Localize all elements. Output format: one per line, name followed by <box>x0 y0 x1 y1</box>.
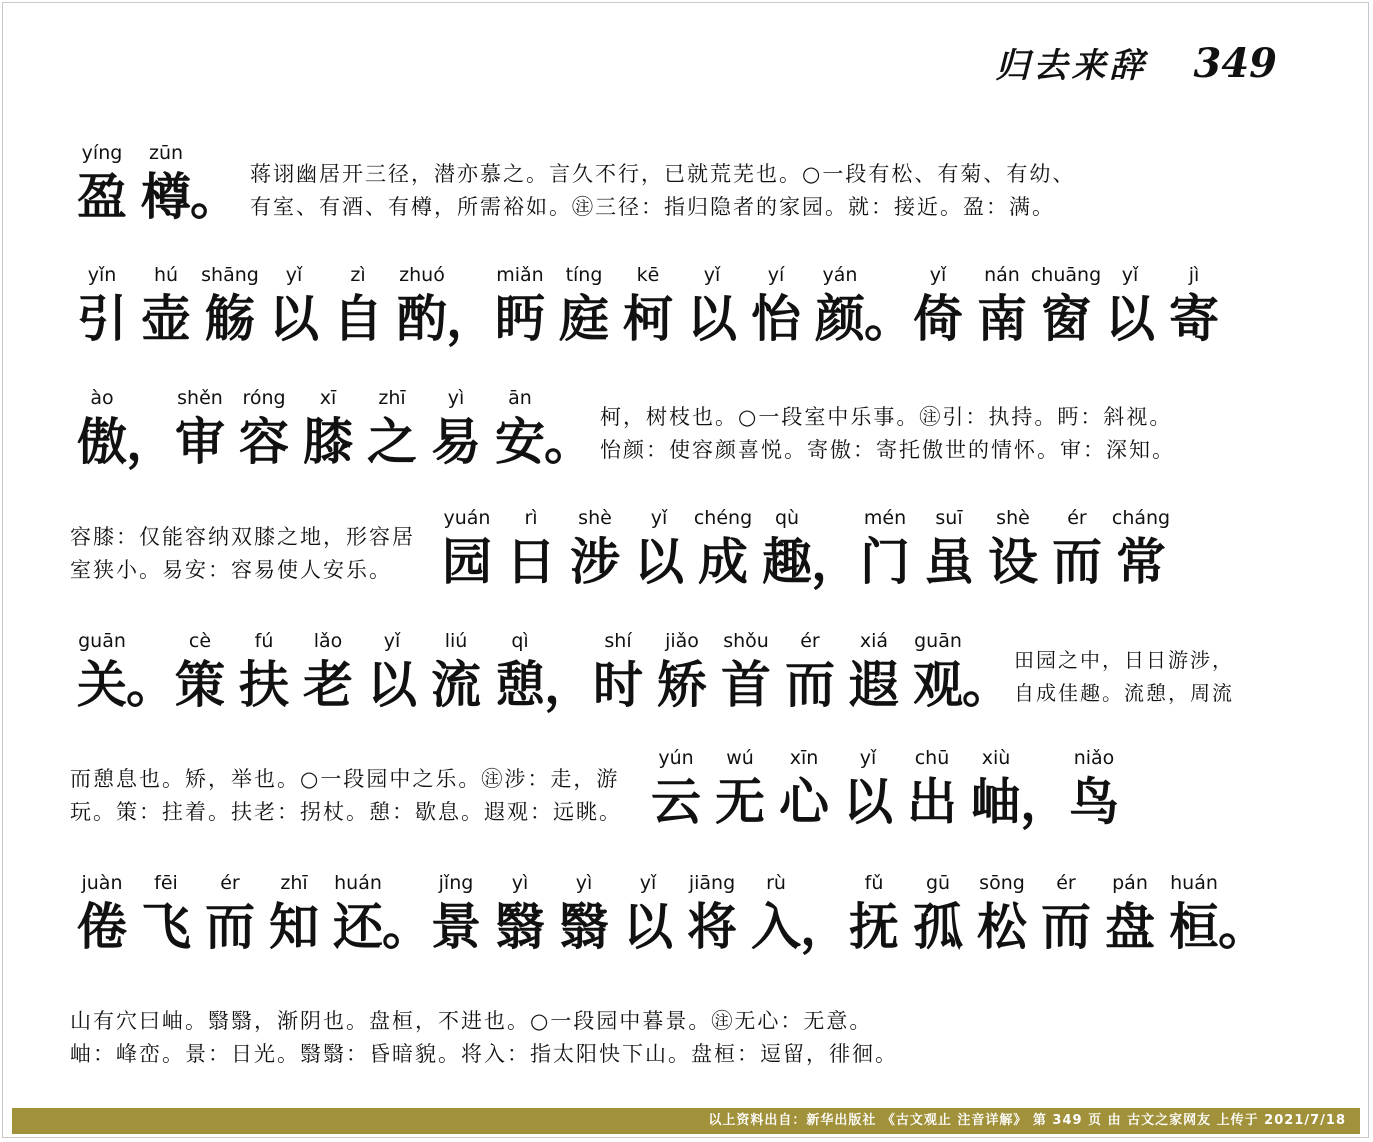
annotated-character <box>70 385 134 473</box>
annotated-character <box>262 262 326 350</box>
hanzi: 园 <box>442 532 492 591</box>
annotated-character <box>1045 505 1109 593</box>
hanzi: 将 <box>687 897 737 956</box>
hanzi: 常 <box>1116 532 1166 591</box>
hanzi: 而 <box>1041 897 1091 956</box>
pinyin: huán <box>334 872 382 894</box>
note-3 <box>600 401 1175 473</box>
punctuation <box>190 140 240 228</box>
pinyin: yǐ <box>383 630 401 652</box>
annotated-character <box>1030 262 1102 350</box>
hanzi: 觞 <box>205 289 255 348</box>
pinyin: xī <box>319 387 337 409</box>
annotated-character <box>168 385 232 473</box>
pinyin: ér <box>220 872 240 894</box>
hanzi: 首 <box>721 655 771 714</box>
annotated-character <box>360 385 424 473</box>
hanzi: 还 <box>333 897 383 956</box>
pinyin: rù <box>766 872 786 894</box>
ruby-line-1 <box>70 140 240 228</box>
note-line: 田园之中，日日游涉， <box>1014 648 1234 672</box>
hanzi: 以 <box>1105 289 1155 348</box>
annotated-character <box>488 870 552 958</box>
pinyin: jǐng <box>438 872 474 894</box>
annotated-character <box>842 870 906 958</box>
punctuation <box>864 262 914 350</box>
hanzi: 膝 <box>303 412 353 471</box>
hanzi: 以 <box>687 289 737 348</box>
hanzi: 以 <box>269 289 319 348</box>
annotated-character <box>488 628 552 716</box>
pinyin: suī <box>935 507 963 529</box>
hanzi: 桓 <box>1169 897 1219 956</box>
pinyin: chuāng <box>1030 264 1102 286</box>
pinyin: xiá <box>859 630 889 652</box>
pinyin: yǐ <box>285 264 303 286</box>
hanzi: 庭 <box>559 289 609 348</box>
pinyin: shè <box>996 507 1030 529</box>
pinyin: lǎo <box>313 630 343 652</box>
pinyin: rì <box>524 507 538 529</box>
pinyin: fú <box>254 630 274 652</box>
row-1 <box>70 140 1075 228</box>
annotated-character <box>424 628 488 716</box>
annotated-character <box>1162 870 1226 958</box>
pinyin: hú <box>153 264 179 286</box>
pinyin: yǐ <box>639 872 657 894</box>
punctuation <box>962 628 1012 716</box>
annotated-character <box>488 262 552 350</box>
annotated-character <box>906 628 970 716</box>
annotated-character <box>772 745 836 833</box>
hanzi: 寄 <box>1169 289 1219 348</box>
page-header <box>996 38 1278 87</box>
note-line: 蒋诩幽居开三径，潜亦慕之。言久不行，已就荒芜也。○一段有松、有菊、有幼、 <box>250 162 1076 186</box>
note-line: 玩。策：拄着。扶老：拐杖。憩：歇息。遐观：远眺。 <box>70 800 622 824</box>
annotated-character <box>691 505 755 593</box>
annotated-character <box>390 262 454 350</box>
pinyin: niǎo <box>1073 747 1115 769</box>
pinyin: yí <box>767 264 785 286</box>
pinyin: ér <box>1067 507 1087 529</box>
pinyin: fǔ <box>864 872 884 894</box>
annotated-character <box>1098 262 1162 350</box>
hanzi: 以 <box>634 532 684 591</box>
hanzi: 倦 <box>77 897 127 956</box>
pinyin: tíng <box>565 264 603 286</box>
hanzi: 入 <box>751 897 801 956</box>
annotated-character <box>326 870 390 958</box>
hanzi: 矫 <box>657 655 707 714</box>
pinyin: yǐ <box>1121 264 1139 286</box>
annotated-character <box>1062 745 1126 833</box>
row-2 <box>70 262 1226 350</box>
annotated-character <box>296 385 360 473</box>
pinyin: yún <box>658 747 694 769</box>
annotated-character <box>1034 870 1098 958</box>
pinyin: kē <box>636 264 660 286</box>
hanzi: 观 <box>913 655 963 714</box>
hanzi: 飞 <box>141 897 191 956</box>
pinyin: qì <box>511 630 529 652</box>
hanzi: 之 <box>367 412 417 471</box>
hanzi: 安 <box>495 412 545 471</box>
annotated-character <box>198 262 262 350</box>
punctuation <box>544 385 594 473</box>
annotated-character <box>836 745 900 833</box>
punctuation <box>126 385 176 473</box>
punctuation <box>446 262 496 350</box>
punctuation <box>811 505 861 593</box>
annotated-character <box>755 505 819 593</box>
annotated-character <box>778 628 842 716</box>
hanzi: 。 <box>190 167 240 226</box>
pinyin: shěn <box>177 387 223 409</box>
hanzi: 出 <box>907 772 957 831</box>
punctuation <box>1020 745 1070 833</box>
ruby-line-6 <box>644 745 1126 833</box>
hanzi: 岫 <box>971 772 1021 831</box>
pinyin: shí <box>604 630 632 652</box>
pinyin: juàn <box>81 872 123 894</box>
pinyin: mén <box>863 507 907 529</box>
ruby-line-2 <box>70 262 1226 350</box>
note-line: 怡颜：使容颜喜悦。寄傲：寄托傲世的情怀。审：深知。 <box>600 438 1175 462</box>
annotated-character <box>70 870 134 958</box>
annotated-character <box>616 870 680 958</box>
pinyin: chéng <box>693 507 753 529</box>
row-3 <box>70 385 1175 473</box>
annotated-character <box>1098 870 1162 958</box>
pinyin: jiāng <box>688 872 736 894</box>
hanzi: 而 <box>1052 532 1102 591</box>
pinyin: yǐn <box>87 264 117 286</box>
pinyin: róng <box>242 387 286 409</box>
hanzi: ， <box>126 412 176 471</box>
hanzi: 知 <box>269 897 319 956</box>
pinyin: zūn <box>148 142 184 164</box>
pinyin: xīn <box>789 747 819 769</box>
hanzi: 孤 <box>913 897 963 956</box>
pinyin: yǐ <box>859 747 877 769</box>
annotated-character <box>808 262 872 350</box>
hanzi: 翳 <box>559 897 609 956</box>
annotated-character <box>488 385 552 473</box>
ruby-line-3 <box>70 385 594 473</box>
annotated-character <box>198 870 262 958</box>
punctuation <box>544 628 594 716</box>
annotated-character <box>70 628 134 716</box>
hanzi: 壶 <box>141 289 191 348</box>
note-1 <box>250 158 1075 228</box>
hanzi: 。 <box>126 655 176 714</box>
pinyin: gū <box>925 872 951 894</box>
hanzi: 遐 <box>849 655 899 714</box>
hanzi: 扶 <box>239 655 289 714</box>
hanzi: 松 <box>977 897 1027 956</box>
page-number: 349 <box>1193 40 1277 87</box>
pinyin: ān <box>508 387 532 409</box>
annotated-character <box>499 505 563 593</box>
pinyin: yì <box>511 872 529 894</box>
annotated-character <box>326 262 390 350</box>
annotated-character <box>650 628 714 716</box>
pinyin: zì <box>350 264 366 286</box>
source-footer: 以上资料出自：新华出版社 《古文观止 注音详解》 第 349 页 由 古文之家网友 上传于 2021/7/18 <box>12 1108 1360 1134</box>
annotated-character <box>552 262 616 350</box>
annotated-character <box>917 505 981 593</box>
pinyin: yuán <box>443 507 491 529</box>
pinyin: jiǎo <box>665 630 699 652</box>
pinyin: yǐ <box>703 264 721 286</box>
hanzi: 抚 <box>849 897 899 956</box>
annotated-character <box>970 870 1034 958</box>
annotated-character <box>134 262 198 350</box>
annotated-character <box>964 745 1028 833</box>
pinyin: yán <box>822 264 858 286</box>
hanzi: 趣 <box>762 532 812 591</box>
row-5 <box>70 628 1234 716</box>
hanzi: 。 <box>1218 897 1268 956</box>
annotated-character <box>616 262 680 350</box>
annotated-character <box>424 385 488 473</box>
note-5 <box>1014 644 1234 716</box>
annotated-character <box>435 505 499 593</box>
annotated-character <box>627 505 691 593</box>
row-4 <box>70 505 1173 593</box>
pinyin: shè <box>578 507 612 529</box>
ruby-line-7 <box>70 870 1268 958</box>
note-line: 自成佳趣。流憩，周流 <box>1014 681 1234 705</box>
annotated-character <box>552 870 616 958</box>
hanzi: ， <box>800 897 850 956</box>
hanzi: ， <box>811 532 861 591</box>
pinyin: cè <box>188 630 212 652</box>
hanzi: 关 <box>77 655 127 714</box>
hanzi: 窗 <box>1041 289 1091 348</box>
hanzi: 成 <box>698 532 748 591</box>
hanzi: 门 <box>860 532 910 591</box>
hanzi: 无 <box>715 772 765 831</box>
annotated-character <box>168 628 232 716</box>
annotated-character <box>970 262 1034 350</box>
pinyin: yǐ <box>929 264 947 286</box>
pinyin: shǒu <box>723 630 769 652</box>
annotated-character <box>70 140 134 228</box>
pinyin: zhuó <box>399 264 445 286</box>
hanzi: 策 <box>175 655 225 714</box>
annotated-character <box>744 870 808 958</box>
hanzi: 眄 <box>495 289 545 348</box>
hanzi: 鸟 <box>1069 772 1119 831</box>
hanzi: ， <box>1020 772 1070 831</box>
pinyin: wú <box>726 747 754 769</box>
hanzi: 。 <box>864 289 914 348</box>
pinyin: pán <box>1112 872 1148 894</box>
hanzi: 怡 <box>751 289 801 348</box>
punctuation <box>382 870 432 958</box>
note-line: 而憩息也。矫，举也。○一段园中之乐。㊟涉：走，游 <box>70 767 620 791</box>
hanzi: 审 <box>175 412 225 471</box>
pinyin: guān <box>914 630 962 652</box>
annotated-character <box>232 385 296 473</box>
annotated-character <box>900 745 964 833</box>
hanzi: 翳 <box>495 897 545 956</box>
chapter-title: 归去来辞 <box>995 46 1148 86</box>
annotated-character <box>262 870 326 958</box>
hanzi: 以 <box>623 897 673 956</box>
hanzi: 日 <box>506 532 556 591</box>
hanzi: 以 <box>367 655 417 714</box>
note-line: 山有穴曰岫。翳翳，渐阴也。盘桓，不进也。○一段园中暮景。㊟无心：无意。 <box>70 1009 873 1033</box>
punctuation <box>1218 870 1268 958</box>
annotated-character <box>296 628 360 716</box>
annotated-character <box>232 628 296 716</box>
pinyin: miǎn <box>496 264 544 286</box>
hanzi: 柯 <box>623 289 673 348</box>
annotated-character <box>360 628 424 716</box>
hanzi: 虽 <box>924 532 974 591</box>
hanzi: 傲 <box>77 412 127 471</box>
note-line: 室狭小。易安：容易使人安乐。 <box>70 558 392 582</box>
pinyin: jì <box>1188 264 1200 286</box>
annotated-character <box>424 870 488 958</box>
note-line: 柯，树枝也。○一段室中乐事。㊟引：执持。眄：斜视。 <box>600 405 1173 429</box>
hanzi: 时 <box>593 655 643 714</box>
hanzi: 涉 <box>570 532 620 591</box>
hanzi: 而 <box>205 897 255 956</box>
pinyin: yì <box>447 387 465 409</box>
pinyin: fēi <box>154 872 178 894</box>
hanzi: 而 <box>785 655 835 714</box>
hanzi: 。 <box>382 897 432 956</box>
pinyin: shāng <box>201 264 259 286</box>
pinyin: zhī <box>280 872 308 894</box>
pinyin: guān <box>78 630 126 652</box>
punctuation <box>126 628 176 716</box>
hanzi: 。 <box>544 412 594 471</box>
pinyin: ér <box>1056 872 1076 894</box>
hanzi: 老 <box>303 655 353 714</box>
note-4 <box>70 521 415 593</box>
annotated-character <box>680 262 744 350</box>
ruby-line-4 <box>435 505 1173 593</box>
hanzi: 流 <box>431 655 481 714</box>
hanzi: 倚 <box>913 289 963 348</box>
hanzi: 以 <box>843 772 893 831</box>
pinyin: yǐ <box>650 507 668 529</box>
hanzi: 盘 <box>1105 897 1155 956</box>
pinyin: yíng <box>81 142 123 164</box>
pinyin: xiù <box>981 747 1011 769</box>
annotated-character <box>586 628 650 716</box>
pinyin: ào <box>90 387 114 409</box>
hanzi: ， <box>544 655 594 714</box>
annotated-character <box>714 628 778 716</box>
note-6 <box>70 763 622 833</box>
pinyin: nán <box>984 264 1020 286</box>
annotated-character <box>708 745 772 833</box>
pinyin: chū <box>914 747 950 769</box>
ruby-line-5 <box>70 628 1012 716</box>
annotated-character <box>842 628 906 716</box>
hanzi: 容 <box>239 412 289 471</box>
hanzi: 樽 <box>141 167 191 226</box>
annotated-character <box>853 505 917 593</box>
hanzi: 心 <box>779 772 829 831</box>
hanzi: 自 <box>333 289 383 348</box>
note-line: 岫：峰峦。景：日光。翳翳：昏暗貌。将入：指太阳快下山。盘桓：逗留，徘徊。 <box>70 1042 898 1066</box>
note-line: 有室、有酒、有樽，所需裕如。㊟三径：指归隐者的家园。就：接近。盈：满。 <box>250 195 1055 219</box>
annotated-character <box>134 140 198 228</box>
annotated-character <box>680 870 744 958</box>
pinyin: yì <box>575 872 593 894</box>
hanzi: 引 <box>77 289 127 348</box>
hanzi: 易 <box>431 412 481 471</box>
annotated-character <box>906 262 970 350</box>
annotated-character <box>563 505 627 593</box>
pinyin: zhī <box>378 387 406 409</box>
note-line: 容膝：仅能容纳双膝之地，形容居 <box>70 525 415 549</box>
pinyin: sōng <box>979 872 1025 894</box>
annotated-character <box>134 870 198 958</box>
annotated-character <box>981 505 1045 593</box>
note-8 <box>70 1005 898 1071</box>
pinyin: cháng <box>1111 507 1171 529</box>
annotated-character <box>644 745 708 833</box>
hanzi: 酌 <box>397 289 447 348</box>
hanzi: 。 <box>962 655 1012 714</box>
hanzi: 颜 <box>815 289 865 348</box>
punctuation <box>800 870 850 958</box>
row-7 <box>70 870 1268 958</box>
pinyin: qù <box>774 507 800 529</box>
pinyin: ér <box>800 630 820 652</box>
hanzi: 景 <box>431 897 481 956</box>
hanzi: 盈 <box>77 167 127 226</box>
hanzi: 南 <box>977 289 1027 348</box>
row-6 <box>70 745 1126 833</box>
hanzi: 设 <box>988 532 1038 591</box>
hanzi: ， <box>446 289 496 348</box>
annotated-character <box>1109 505 1173 593</box>
annotated-character <box>744 262 808 350</box>
annotated-character <box>70 262 134 350</box>
pinyin: liú <box>444 630 468 652</box>
hanzi: 憩 <box>495 655 545 714</box>
pinyin: huán <box>1170 872 1218 894</box>
annotated-character <box>906 870 970 958</box>
annotated-character <box>1162 262 1226 350</box>
hanzi: 云 <box>651 772 701 831</box>
